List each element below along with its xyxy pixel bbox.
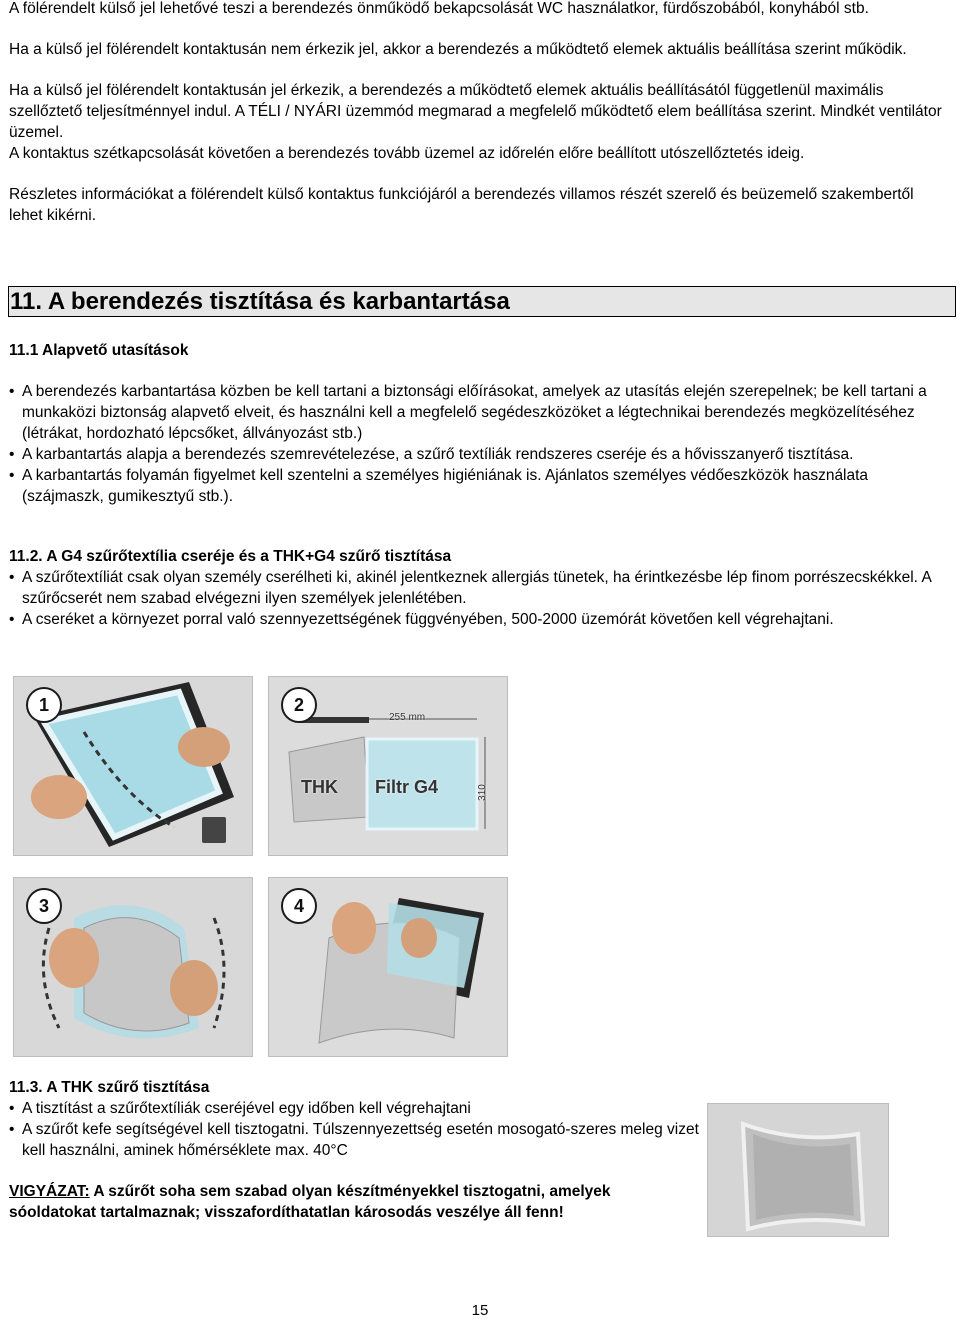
page-number: 15: [471, 1302, 489, 1319]
list-item: • A karbantartás folyamán figyelmet kell szentelni a személyes higiéniának is. Ajánlatos személyes védőeszközök használata (szájmaszk, gumikesztyű stb.).: [9, 465, 951, 507]
dimension-height-label: 310: [476, 784, 488, 801]
list-item: • A szűrőtextíliát csak olyan személy cserélheti ki, akinél jelentkeznek allergiás tünetek, ha érintkezésbe lép finom porrészecskékkel. A szűrőcserét nem szabad elvégezni ilyen személyek jelenlétében.: [9, 567, 951, 609]
subsection-11-2: [9, 546, 951, 630]
subsection-11-1-title: 11.1 Alapvető utasítások: [9, 342, 189, 359]
photo-step-3: [13, 877, 253, 1057]
list-item: • A cseréket a környezet porral való szennyezettségének függvényében, 500-2000 üzemórát követően kell végrehajtani.: [9, 609, 951, 630]
intro-paragraph-4: Részletes információkat a fölérendelt külső kontaktus funkciójáról a berendezés villamos részét szerelő és beüzemelő szakembertől lehet kikérni.: [9, 186, 914, 224]
subsection-11-2-list: [9, 567, 951, 630]
photo-step-2: [268, 676, 508, 856]
photo-step-1: [13, 676, 253, 856]
warning-text: [9, 1181, 699, 1223]
warning-label: VIGYÁZAT:: [9, 1183, 90, 1200]
intro-block: [9, 0, 951, 226]
thk-filter-photo: [707, 1103, 889, 1237]
subsection-11-3-title: 11.3. A THK szűrő tisztítása: [9, 1079, 210, 1096]
intro-paragraph-3b: A kontaktus szétkapcsolását követően a berendezés tovább üzemel az időrelén előre beállított utószellőztetés ideig.: [9, 145, 805, 162]
trash-icon: [202, 817, 226, 843]
list-item: • A berendezés karbantartása közben be kell tartani a biztonsági előírásokat, amelyek az utasítás elején szerepelnek; be kell tartani a munkaközi biztonság alapvető elveit, és használni kell a megfelelő segédeszközöket a légtechnikai berendezés megközelítéséhez (létrákat, hordozható lépcsőket, állványozást stb.): [9, 381, 951, 444]
intro-paragraph-1: A fölérendelt külső jel lehetővé teszi a berendezés önműködő bekapcsolását WC használatkor, fürdőszobából, konyhából stb.: [9, 0, 869, 17]
intro-paragraph-2: Ha a külső jel fölérendelt kontaktusán nem érkezik jel, akkor a berendezés a működtető elemek aktuális beállítása szerint működik.: [9, 41, 907, 58]
subsection-11-1-list: [9, 381, 951, 507]
warning-body: A szűrőt soha sem szabad olyan készítményekkel tisztogatni, amelyek sóoldatokat tartalmaznak; visszafordíthatatlan károsodás veszélye áll fenn!: [9, 1183, 611, 1221]
dimension-width-label: 255 mm: [389, 712, 426, 723]
subsection-11-1: [9, 340, 951, 507]
subsection-11-3: [9, 1077, 699, 1223]
intro-paragraph-3a: Ha a külső jel fölérendelt kontaktusán jel érkezik, a berendezés a működtető elemek aktuális beállításától függetlenül maximális szellőztető teljesítménnyel indul. A TÉLI / NYÁRI üzemmód megmarad a megfelelő működtető elem beállítása szerint. Mindkét ventilátor üzemel.: [9, 82, 942, 141]
list-item: • A karbantartás alapja a berendezés szemrevételezése, a szűrő textíliák rendszeres cseréje és a hővisszanyerő tisztítása.: [9, 444, 951, 465]
step-number-badge: 2: [281, 687, 317, 723]
list-item: • A szűrőt kefe segítségével kell tisztogatni. Túlszennyezettség esetén mosogató-szeres meleg vizet kell használni, aminek hőmérséklete max. 40°C: [9, 1119, 699, 1161]
photo-step-4: [268, 877, 508, 1057]
thk-filter-illustration: [708, 1104, 888, 1236]
list-item: • A tisztítást a szűrőtextíliák cseréjével egy időben kell végrehajtani: [9, 1098, 699, 1119]
section-heading: 11. A berendezés tisztítása és karbantartása: [8, 286, 956, 317]
filter-g4-label: Filtr G4: [375, 777, 439, 797]
thk-label: THK: [301, 777, 338, 797]
step-number-badge: 3: [26, 888, 62, 924]
subsection-11-3-list: [9, 1098, 699, 1161]
step-number-badge: 4: [281, 888, 317, 924]
step-number-badge: 1: [26, 687, 62, 723]
subsection-11-2-title: 11.2. A G4 szűrőtextília cseréje és a THK+G4 szűrő tisztítása: [9, 548, 452, 565]
